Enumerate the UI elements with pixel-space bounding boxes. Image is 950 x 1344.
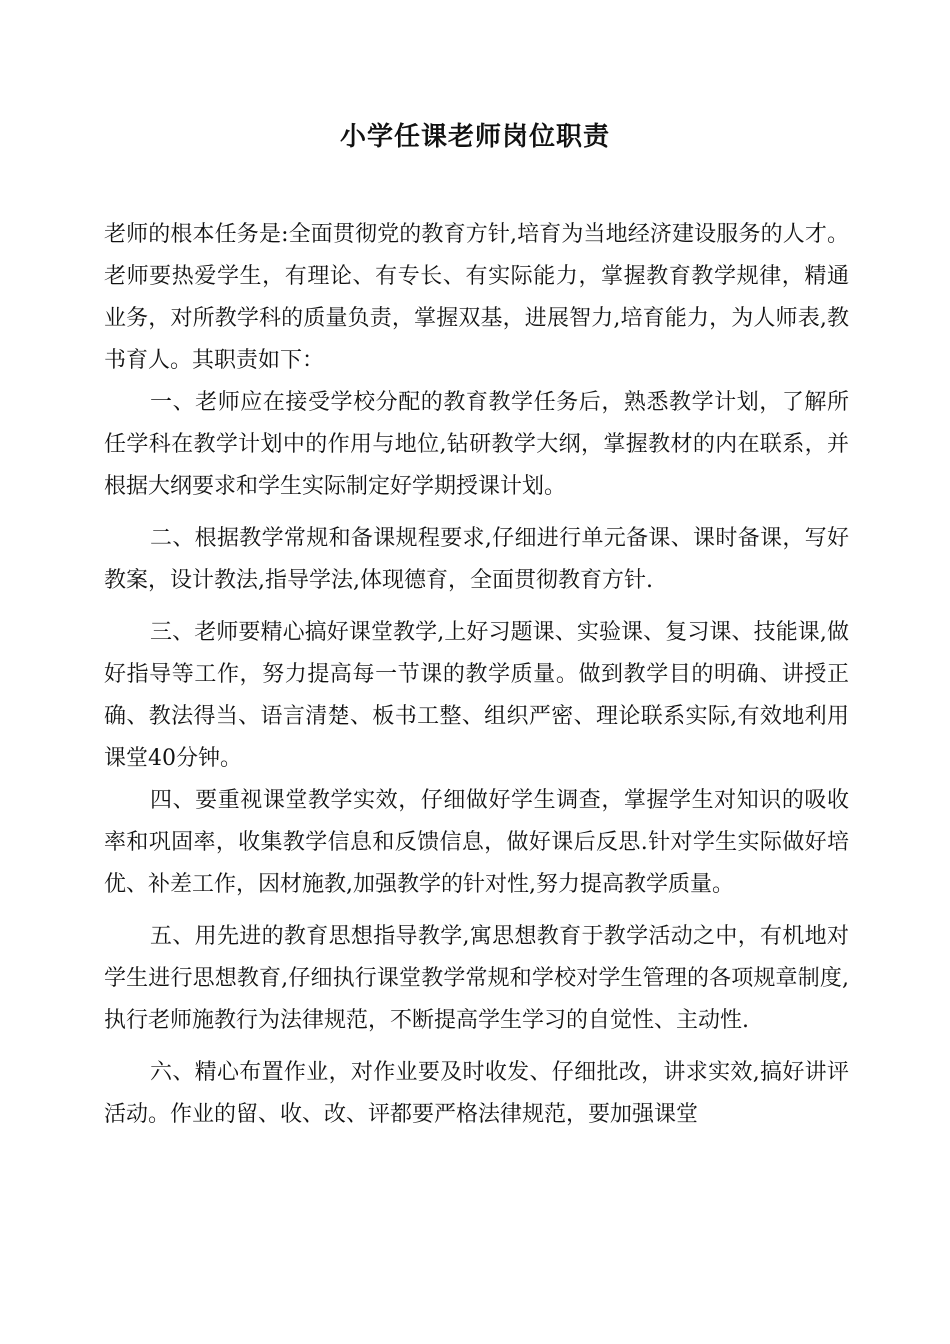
duty-paragraph-1: 一、老师应在接受学校分配的教育教学任务后，熟悉教学计划，了解所任学科在教学计划中的作用与地位,钻研教学大纲，掌握教材的内在联系，并根据大纲要求和学生实际制定好学期授课计划。 [104,390,849,499]
duty-paragraph-4: 四、要重视课堂教学实效，仔细做好学生调查，掌握学生对知识的吸收率和巩固率，收集教学信息和反馈信息，做好课后反思.针对学生实际做好培优、补差工作，因材施教,加强教学的针对性,努力提高教学质量。 [104,788,849,897]
document-body [104,214,849,1136]
duty-paragraph-2: 二、根据教学常规和备课规程要求,仔细进行单元备课、课时备课，写好教案，设计教法,指导学法,体现德育，全面贯彻教育方针. [104,526,849,593]
duty-paragraph-5: 五、用先进的教育思想指导教学,寓思想教育于教学活动之中，有机地对学生进行思想教育,仔细执行课堂教学常规和学校对学生管理的各项规章制度,执行老师施教行为法律规范，不断提高学生学习的自觉性、主动性. [104,924,849,1033]
intro-paragraph: 老师的根本任务是:全面贯彻党的教育方针,培育为当地经济建设服务的人才。老师要热爱学生，有理论、有专长、有实际能力，掌握教育教学规律，精通业务，对所教学科的质量负责，掌握双基，进展智力,培育能力，为人师表,教书育人。其职责如下： [104,222,849,373]
duty-paragraph-3: 三、老师要精心搞好课堂教学,上好习题课、实验课、复习课、技能课,做好指导等工作，努力提高每一节课的教学质量。做到教学目的明确、讲授正确、教法得当、语言清楚、板书工整、组织严密、理论联系实际,有效地利用课堂40分钟。 [104,620,849,771]
document-title: 小学任课老师岗位职责 [339,122,610,152]
duty-paragraph-6: 六、精心布置作业，对作业要及时收发、仔细批改，讲求实效,搞好讲评活动。作业的留、收、改、评都要严格法律规范，要加强课堂 [104,1060,849,1127]
